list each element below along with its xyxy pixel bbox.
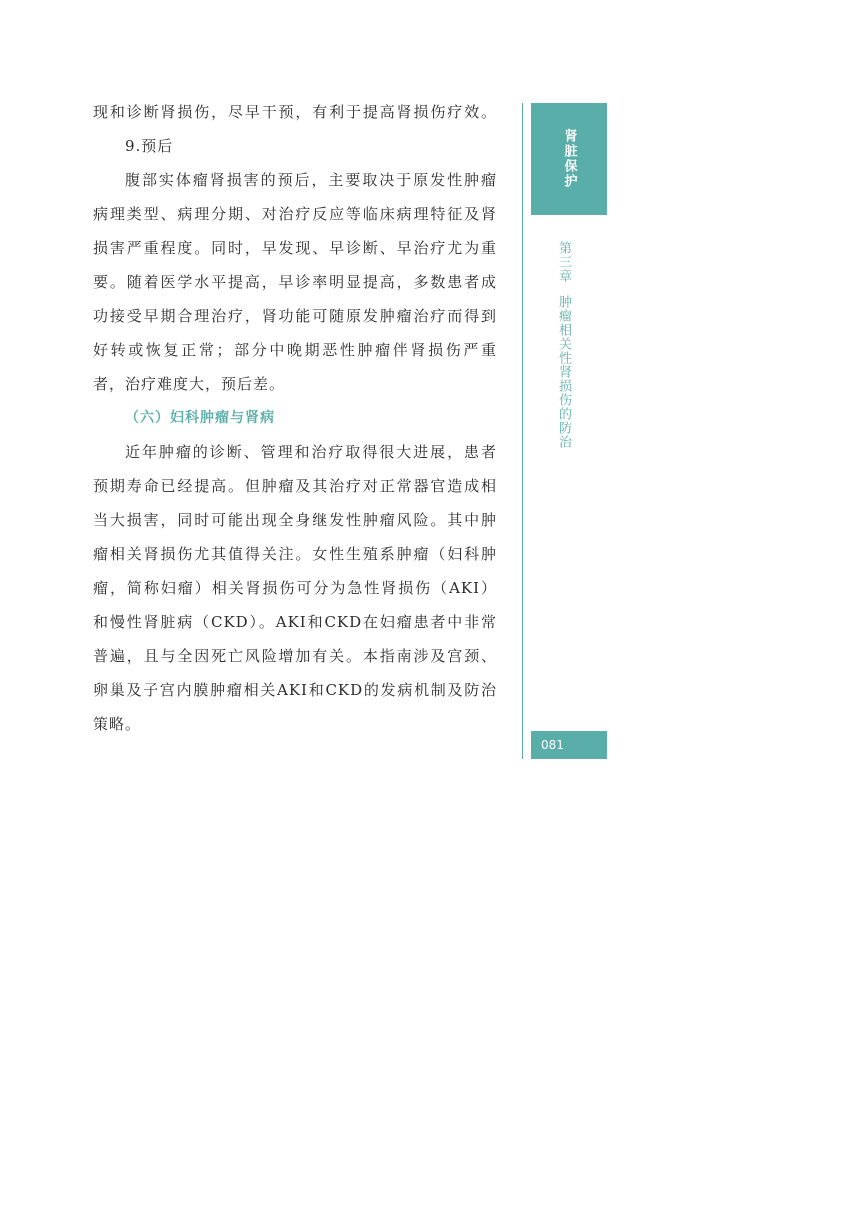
text-line: 功接受早期合理治疗，肾功能可随原发肿瘤治疗而得到 xyxy=(93,307,497,325)
text-line: 卵巢及子宫内膜肿瘤相关AKI和CKD的发病机制及防治 xyxy=(93,681,497,699)
chapter-number: 第三章 xyxy=(556,241,571,283)
text-line: 普遍，且与全因死亡风险增加有关。本指南涉及宫颈、 xyxy=(93,647,497,665)
text-line: 当大损害，同时可能出现全身继发性肿瘤风险。其中肿 xyxy=(93,511,497,529)
text-line: 现和诊断肾损伤，尽早干预，有利于提高肾损伤疗效。 xyxy=(93,103,497,121)
text-line: 者，治疗难度大，预后差。 xyxy=(93,375,286,393)
margin-rule xyxy=(522,103,523,759)
page-number: 081 xyxy=(531,731,607,759)
text-line: 腹部实体瘤肾损害的预后，主要取决于原发性肿瘤 xyxy=(125,171,497,189)
text-line: 近年肿瘤的诊断、管理和治疗取得很大进展，患者 xyxy=(125,443,497,461)
text-line: 好转或恢复正常；部分中晚期恶性肿瘤伴肾损伤严重 xyxy=(93,341,497,359)
section-tab xyxy=(531,103,607,215)
text-line: 病理类型、病理分期、对治疗反应等临床病理特征及肾 xyxy=(93,205,497,223)
text-line: 和慢性肾脏病（CKD）。AKI和CKD在妇瘤患者中非常 xyxy=(93,613,497,631)
chapter-title: 肿瘤相关性肾损伤的防治 xyxy=(556,295,571,449)
text-line: 预期寿命已经提高。但肿瘤及其治疗对正常器官造成相 xyxy=(93,477,497,495)
text-line: 瘤，简称妇瘤）相关肾损伤可分为急性肾损伤（AKI） xyxy=(93,579,497,597)
section-number-heading: 9.预后 xyxy=(125,137,174,155)
text-line: 损害严重程度。同时，早发现、早诊断、早治疗尤为重 xyxy=(93,239,497,257)
text-line: 要。随着医学水平提高，早诊率明显提高，多数患者成 xyxy=(93,273,497,291)
body-text xyxy=(93,95,497,741)
text-line: 瘤相关肾损伤尤其值得关注。女性生殖系肿瘤（妇科肿 xyxy=(93,545,497,563)
section-tab-label: 肾脏保护 xyxy=(561,129,577,189)
chapter-running-head xyxy=(555,241,571,449)
section-heading: （六）妇科肿瘤与肾病 xyxy=(125,410,275,426)
text-line: 策略。 xyxy=(93,715,142,733)
